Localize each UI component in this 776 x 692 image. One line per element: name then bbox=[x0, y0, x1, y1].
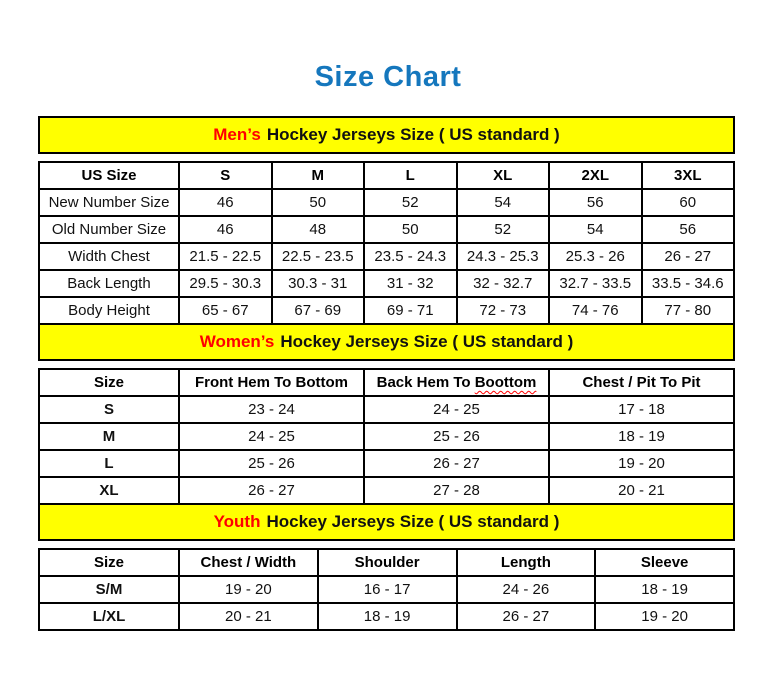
value-cell: 60 bbox=[642, 189, 735, 216]
header-row bbox=[39, 369, 734, 396]
value-cell: 67 - 69 bbox=[272, 297, 365, 324]
column-header bbox=[272, 162, 365, 189]
table-row bbox=[39, 396, 734, 423]
row-label: New Number Size bbox=[39, 189, 179, 216]
column-header-label: Length bbox=[500, 554, 551, 571]
value-cell: 48 bbox=[272, 216, 365, 243]
value-cell: 46 bbox=[179, 189, 272, 216]
row-label: Body Height bbox=[39, 297, 179, 324]
column-header bbox=[39, 369, 179, 396]
column-header bbox=[642, 162, 735, 189]
table-row bbox=[39, 189, 734, 216]
table-row bbox=[39, 576, 734, 603]
value-cell: 18 - 19 bbox=[549, 423, 734, 450]
womens-section-title-band bbox=[38, 323, 735, 361]
table-row bbox=[39, 477, 734, 504]
value-cell: 69 - 71 bbox=[364, 297, 457, 324]
column-header-label: Sleeve bbox=[640, 554, 689, 571]
column-header-label: Chest / Pit To Pit bbox=[582, 374, 701, 391]
value-cell: 50 bbox=[364, 216, 457, 243]
column-header bbox=[364, 369, 549, 396]
column-header bbox=[318, 549, 457, 576]
value-cell: 65 - 67 bbox=[179, 297, 272, 324]
womens-title-text: Hockey Jerseys Size ( US standard ) bbox=[280, 332, 574, 351]
value-cell: 19 - 20 bbox=[179, 576, 318, 603]
column-header bbox=[549, 162, 642, 189]
value-cell: 18 - 19 bbox=[318, 603, 457, 630]
value-cell: 52 bbox=[457, 216, 550, 243]
row-label: XL bbox=[39, 477, 179, 504]
value-cell: 24 - 25 bbox=[179, 423, 364, 450]
youth-size-table bbox=[38, 548, 735, 631]
column-header bbox=[179, 162, 272, 189]
row-label: Width Chest bbox=[39, 243, 179, 270]
size-chart-container bbox=[38, 116, 735, 631]
value-cell: 31 - 32 bbox=[364, 270, 457, 297]
column-header-label: 3XL bbox=[673, 167, 702, 184]
value-cell: 25 - 26 bbox=[179, 450, 364, 477]
table-row bbox=[39, 270, 734, 297]
value-cell: 20 - 21 bbox=[179, 603, 318, 630]
column-header bbox=[364, 162, 457, 189]
value-cell: 27 - 28 bbox=[364, 477, 549, 504]
value-cell: 25 - 26 bbox=[364, 423, 549, 450]
value-cell: 29.5 - 30.3 bbox=[179, 270, 272, 297]
value-cell: 16 - 17 bbox=[318, 576, 457, 603]
mens-section-title-band bbox=[38, 116, 735, 154]
value-cell: 32 - 32.7 bbox=[457, 270, 550, 297]
table-row bbox=[39, 450, 734, 477]
misspelled-word: Boottom bbox=[474, 374, 537, 391]
value-cell: 74 - 76 bbox=[549, 297, 642, 324]
value-cell: 52 bbox=[364, 189, 457, 216]
value-cell: 17 - 18 bbox=[549, 396, 734, 423]
value-cell: 30.3 - 31 bbox=[272, 270, 365, 297]
value-cell: 21.5 - 22.5 bbox=[179, 243, 272, 270]
value-cell: 26 - 27 bbox=[457, 603, 596, 630]
value-cell: 72 - 73 bbox=[457, 297, 550, 324]
value-cell: 19 - 20 bbox=[549, 450, 734, 477]
value-cell: 54 bbox=[457, 189, 550, 216]
column-header-label: Back Hem To bbox=[376, 374, 475, 391]
value-cell: 77 - 80 bbox=[642, 297, 735, 324]
row-label: L/XL bbox=[39, 603, 179, 630]
column-header bbox=[39, 549, 179, 576]
column-header-label: Size bbox=[93, 554, 124, 571]
row-label: M bbox=[39, 423, 179, 450]
youth-section bbox=[38, 503, 735, 631]
value-cell: 26 - 27 bbox=[642, 243, 735, 270]
column-header bbox=[549, 369, 734, 396]
column-header bbox=[457, 162, 550, 189]
womens-size-table bbox=[38, 368, 735, 505]
column-header-label: XL bbox=[493, 167, 513, 184]
value-cell: 23 - 24 bbox=[179, 396, 364, 423]
value-cell: 32.7 - 33.5 bbox=[549, 270, 642, 297]
column-header-label: S bbox=[220, 167, 231, 184]
value-cell: 56 bbox=[642, 216, 735, 243]
column-header-label: L bbox=[405, 167, 415, 184]
value-cell: 46 bbox=[179, 216, 272, 243]
mens-title-text: Hockey Jerseys Size ( US standard ) bbox=[266, 125, 560, 144]
column-header bbox=[179, 369, 364, 396]
value-cell: 24 - 26 bbox=[457, 576, 596, 603]
mens-accent-word: Men’s bbox=[213, 125, 261, 144]
value-cell: 54 bbox=[549, 216, 642, 243]
womens-accent-word: Women’s bbox=[199, 332, 275, 351]
column-header-label: Size bbox=[93, 374, 124, 391]
header-row bbox=[39, 162, 734, 189]
value-cell: 56 bbox=[549, 189, 642, 216]
table-row bbox=[39, 216, 734, 243]
column-header-label: 2XL bbox=[581, 167, 609, 184]
column-header-label: Front Hem To Bottom bbox=[194, 374, 349, 391]
youth-section-title-band bbox=[38, 503, 735, 541]
row-label: Old Number Size bbox=[39, 216, 179, 243]
value-cell: 25.3 - 26 bbox=[549, 243, 642, 270]
mens-section bbox=[38, 116, 735, 325]
value-cell: 20 - 21 bbox=[549, 477, 734, 504]
column-header-label: Chest / Width bbox=[200, 554, 297, 571]
value-cell: 22.5 - 23.5 bbox=[272, 243, 365, 270]
value-cell: 23.5 - 24.3 bbox=[364, 243, 457, 270]
womens-section bbox=[38, 323, 735, 505]
page-title: Size Chart bbox=[314, 61, 462, 93]
youth-title-text: Hockey Jerseys Size ( US standard ) bbox=[266, 512, 560, 531]
row-label: S bbox=[39, 396, 179, 423]
column-header bbox=[595, 549, 734, 576]
value-cell: 33.5 - 34.6 bbox=[642, 270, 735, 297]
value-cell: 18 - 19 bbox=[595, 576, 734, 603]
mens-size-table bbox=[38, 161, 735, 325]
table-row bbox=[39, 297, 734, 324]
row-label: Back Length bbox=[39, 270, 179, 297]
column-header bbox=[39, 162, 179, 189]
youth-accent-word: Youth bbox=[213, 512, 261, 531]
table-row bbox=[39, 603, 734, 630]
value-cell: 26 - 27 bbox=[364, 450, 549, 477]
row-label: L bbox=[39, 450, 179, 477]
header-row bbox=[39, 549, 734, 576]
column-header bbox=[179, 549, 318, 576]
row-label: S/M bbox=[39, 576, 179, 603]
column-header-label: M bbox=[311, 167, 324, 184]
column-header-label: Shoulder bbox=[354, 554, 420, 571]
value-cell: 19 - 20 bbox=[595, 603, 734, 630]
column-header-label: US Size bbox=[81, 167, 137, 184]
value-cell: 50 bbox=[272, 189, 365, 216]
table-row bbox=[39, 243, 734, 270]
value-cell: 24 - 25 bbox=[364, 396, 549, 423]
table-row bbox=[39, 423, 734, 450]
column-header bbox=[457, 549, 596, 576]
value-cell: 26 - 27 bbox=[179, 477, 364, 504]
value-cell: 24.3 - 25.3 bbox=[457, 243, 550, 270]
